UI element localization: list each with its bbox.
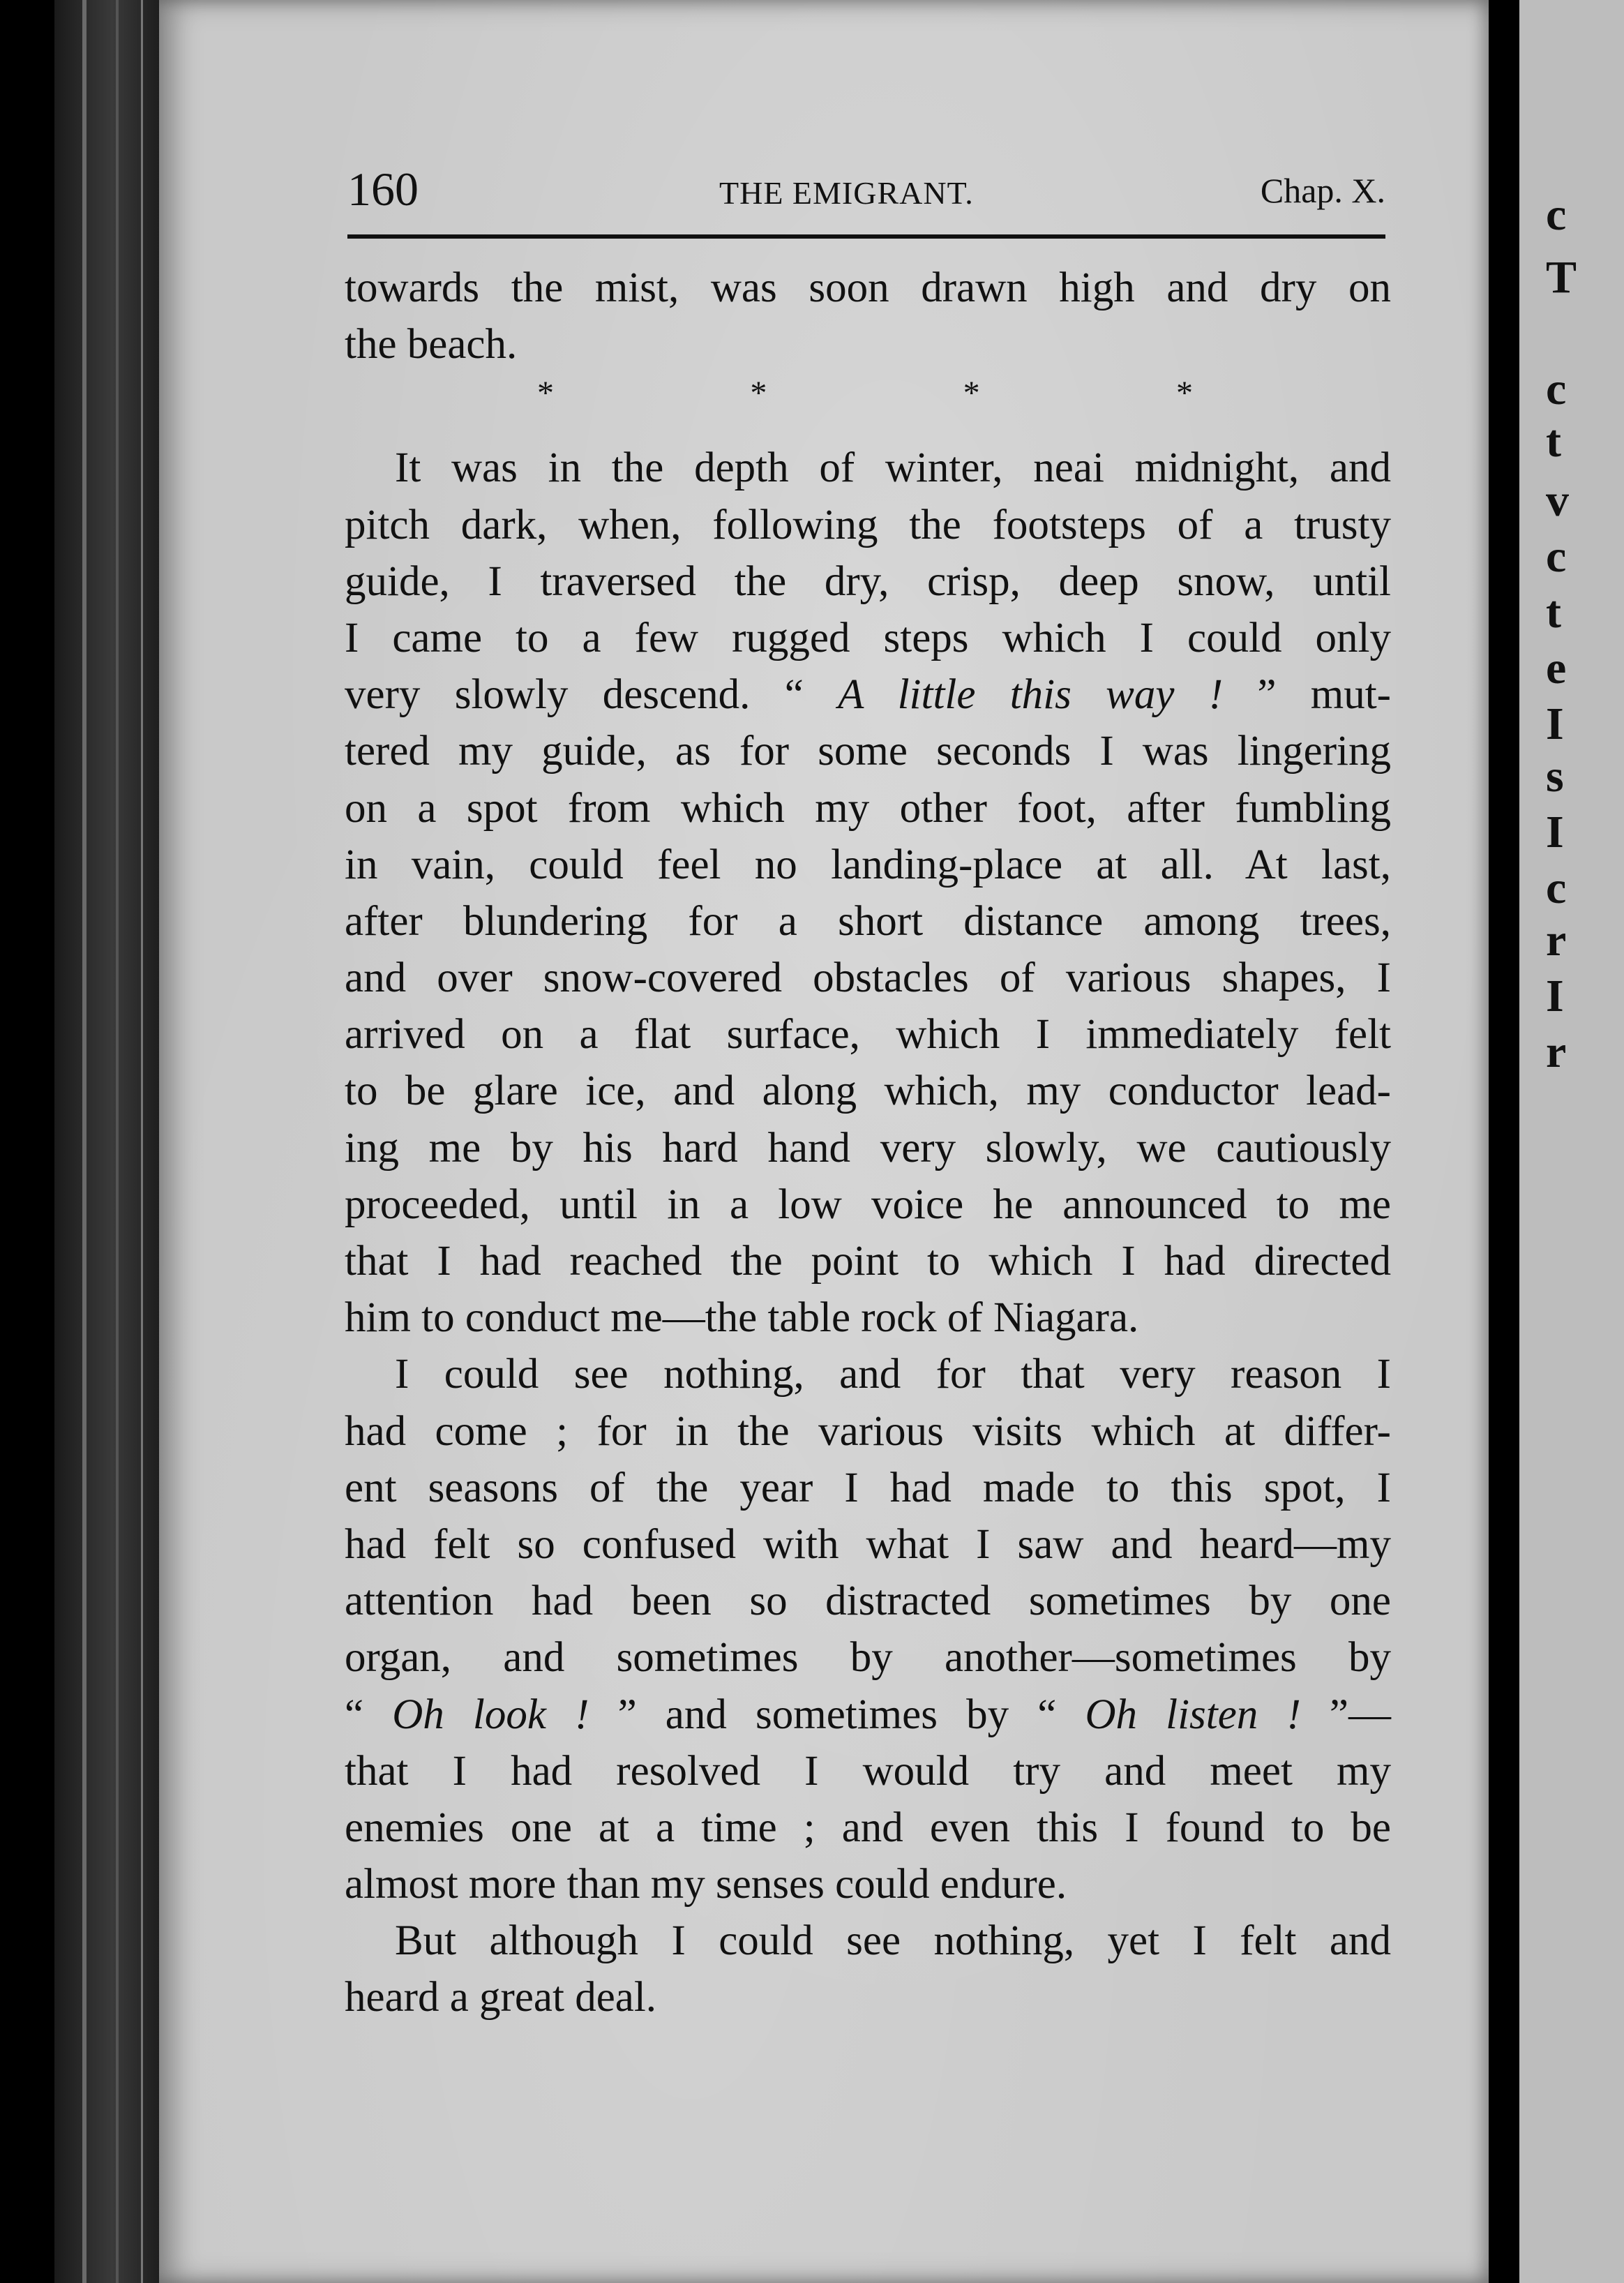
text-line: I could see nothing, and for that very reason I [395,1351,1391,1398]
text-line: that I had reached the point to which I had directed [345,1238,1391,1285]
asterisk-ornament: * [963,375,980,412]
italic-quote: Oh look ! [392,1691,589,1738]
chapter-label: Chap. X. [1260,171,1385,210]
next-page-glyph: c [1546,862,1567,913]
text-line: to be glare ice, and along which, my conductor lead- [345,1068,1391,1115]
next-page-glyph: r [1546,1026,1567,1077]
next-page-glyph: t [1546,416,1561,467]
text-fragment: “ [345,1691,393,1738]
text-fragment: ”— [1300,1691,1392,1738]
text-line: had felt so confused with what I saw and heard—my [345,1520,1391,1568]
running-header [347,162,1385,222]
header-rule [347,234,1385,239]
paragraph [345,1346,1391,1913]
next-page-glyph: r [1546,915,1567,966]
text-line [345,666,1391,723]
text-line: proceeded, until in a low voice he announced to me [345,1181,1391,1228]
text-line: attention had been so distracted sometimes by one [345,1578,1391,1625]
next-page-glyph: c [1546,189,1567,240]
text-line: and over snow-covered obstacles of various shapes, I [345,955,1391,1002]
italic-quote: Oh listen ! [1085,1691,1301,1738]
page-gutter [1489,0,1519,2283]
paragraph [345,440,1391,1346]
next-page-glyph: e [1546,643,1567,694]
text-line: guide, I traversed the dry, crisp, deep snow, until [345,557,1391,605]
text-line: ing me by his hard hand very slowly, we cautiously [345,1124,1391,1172]
page-number: 160 [347,163,419,216]
next-page-glyph: v [1546,475,1569,526]
italic-quote: A little this way ! [838,671,1224,719]
text-line: had come ; for in the various visits which at differ- [345,1407,1391,1455]
text-line: arrived on a flat surface, which I immediately felt [345,1011,1391,1058]
text-line: But although I could see nothing, yet I felt and [395,1917,1391,1965]
text-line: It was in the depth of winter, neai midnight, and [395,444,1391,492]
next-page-glyph: T [1546,252,1577,303]
text-line: pitch dark, when, following the footsteps of a trusty [345,501,1391,548]
text-line: organ, and sometimes by another—sometimes by [345,1634,1391,1682]
asterisk-ornament: * [537,375,554,412]
next-page-glyph: c [1546,531,1567,582]
text-line: in vain, could feel no landing-place at all. At last, [345,841,1391,888]
spine-edge-line [141,0,143,2283]
running-title: THE EMIGRANT. [719,175,974,211]
text-line: that I had resolved I would try and meet my [345,1747,1391,1795]
asterisk-ornament: * [750,375,767,412]
next-page-glyph: I [1546,807,1564,858]
next-page-glyph: t [1546,587,1561,638]
text-line [345,1686,1391,1743]
next-page-glyph: I [1546,698,1564,749]
spine-edge-line [82,0,87,2283]
next-page-glyph: s [1546,751,1564,802]
text-line: him to conduct me—the table rock of Niagara. [345,1294,1139,1342]
text-line: almost more than my senses could endure. [345,1861,1067,1908]
page-body-text [345,260,1391,2026]
paragraph [345,1913,1391,2026]
next-page-glyph: I [1546,971,1564,1021]
text-line: ent seasons of the year I had made to this spot, I [345,1464,1391,1511]
text-fragment: ” and sometimes by “ [589,1691,1085,1738]
spine-edge-line [116,0,119,2283]
text-line: towards the mist, was soon drawn high and dry on [345,264,1391,311]
text-line: after blundering for a short distance among trees, [345,897,1391,945]
section-break-space [345,373,1391,440]
text-line: on a spot from which my other foot, after fumbling [345,784,1391,832]
text-line: the beach. [345,321,518,368]
paragraph-continuation [345,260,1391,373]
text-fragment: very slowly descend. “ [345,671,839,719]
text-line: enemies one at a time ; and even this I found to be [345,1804,1391,1851]
text-line: I came to a few rugged steps which I could only [345,614,1391,661]
adjacent-page-edge [1519,0,1624,2283]
asterisk-ornament: * [1175,375,1193,412]
next-page-glyph: c [1546,364,1567,414]
text-fragment: ” mut- [1223,671,1391,719]
text-line: heard a great deal. [345,1974,657,2021]
text-line: tered my guide, as for some seconds I was lingering [345,728,1391,775]
book-spine [54,0,159,2283]
